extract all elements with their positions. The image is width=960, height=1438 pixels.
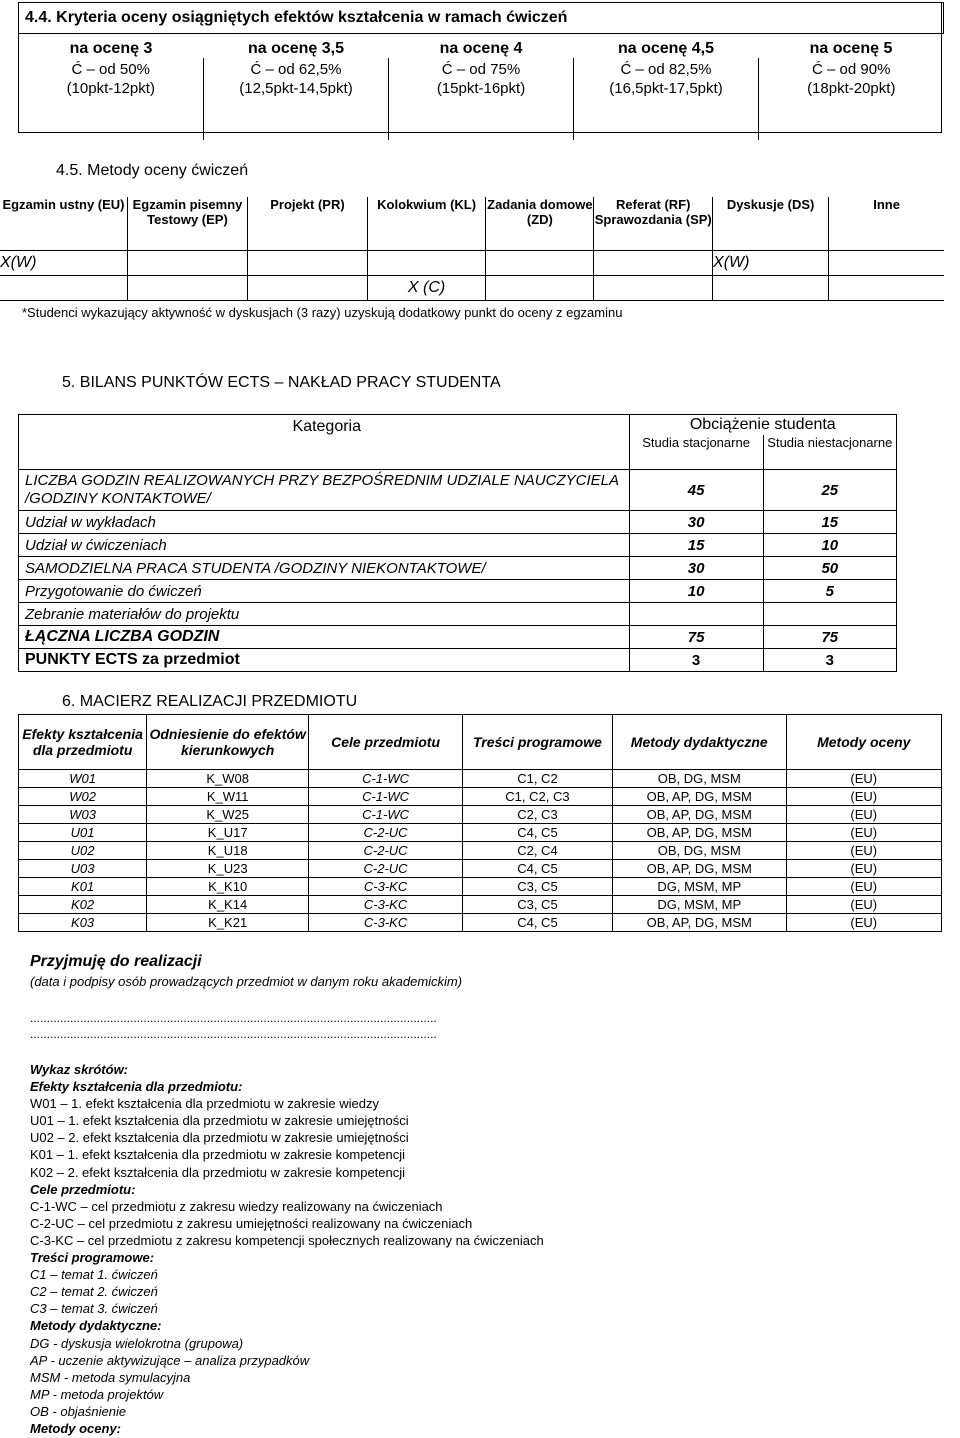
matrix-cell: K03 <box>19 914 147 932</box>
matrix-cell: C-2-UC <box>309 860 463 878</box>
method-header: Egzamin pisemny Testowy (EP) <box>127 197 247 251</box>
grade-threshold <box>19 58 204 140</box>
approval-title: Przyjmuję do realizacji <box>30 953 202 970</box>
ects-row-label: Przygotowanie do ćwiczeń <box>19 580 630 603</box>
ects-row-label: Udział w ćwiczeniach <box>19 534 630 557</box>
abbr-item: U01 – 1. efekt kształcenia dla przedmiotu w zakresie umiejętności <box>30 1113 409 1129</box>
matrix-cell: C2, C3 <box>462 806 612 824</box>
ects-row-label: Udział w wykładach <box>19 511 630 534</box>
matrix-cell: C4, C5 <box>462 824 612 842</box>
ects-parttime: 15 <box>763 511 896 534</box>
matrix-cell: C4, C5 <box>462 860 612 878</box>
matrix-cell: C-3-KC <box>309 896 463 914</box>
ects-fulltime: 10 <box>629 580 763 603</box>
matrix-header: Cele przedmiotu <box>309 715 463 770</box>
abbr-item: DG - dyskusja wielokrotna (grupowa) <box>30 1335 244 1351</box>
method-cell <box>594 276 713 301</box>
matrix-cell: OB, DG, MSM <box>612 842 786 860</box>
matrix-cell: K_U23 <box>147 860 309 878</box>
method-cell <box>248 251 368 276</box>
fulltime-header: Studia stacjonarne <box>629 435 763 470</box>
abbr-item: MSM - metoda symulacyjna <box>30 1369 191 1385</box>
grade-threshold <box>574 58 759 140</box>
criteria-title: 4.4. Kryteria oceny osiągniętych efektów kształcenia w ramach ćwiczeń <box>19 3 944 34</box>
ects-table <box>18 414 897 672</box>
abbr-heading: Cele przedmiotu: <box>30 1181 136 1197</box>
abbr-item: MP - metoda projektów <box>30 1386 164 1402</box>
matrix-header: Efekty kształcenia dla przedmiotu <box>19 715 147 770</box>
method-header: Inne <box>829 197 944 251</box>
signature-line: .......................................................................................................................... <box>30 1027 437 1041</box>
abbr-item: W01 – 1. efekt kształcenia dla przedmiotu w zakresie wiedzy <box>30 1096 379 1112</box>
matrix-row <box>19 878 942 896</box>
method-cell <box>248 276 368 301</box>
matrix-row <box>19 914 942 932</box>
grade-header: na ocenę 4,5 <box>617 40 715 57</box>
matrix-header: Treści programowe <box>462 715 612 770</box>
threshold-points: (18pkt-20pkt) <box>807 80 896 97</box>
threshold-points: (15pkt-16pkt) <box>436 80 526 97</box>
method-cell <box>127 276 247 301</box>
matrix-cell: (EU) <box>786 860 941 878</box>
grade-threshold <box>389 58 574 140</box>
matrix-row <box>19 896 942 914</box>
matrix-cell: U01 <box>19 824 147 842</box>
grade-header: na ocenę 5 <box>809 40 893 57</box>
threshold-percent: Ć – od 82,5% <box>620 61 712 78</box>
method-header: Projekt (PR) <box>248 197 368 251</box>
abbr-heading: Wykaz skrótów: <box>30 1062 129 1077</box>
assessment-methods-table <box>0 197 944 341</box>
threshold-points: (12,5pkt-14,5pkt) <box>239 80 353 97</box>
matrix-cell: OB, AP, DG, MSM <box>612 788 786 806</box>
method-cell <box>486 251 594 276</box>
workload-header: Obciążenie studenta <box>629 415 896 436</box>
criteria-table <box>18 2 944 140</box>
matrix-row <box>19 824 942 842</box>
ects-fulltime: 30 <box>629 557 763 580</box>
ects-fulltime <box>629 603 763 626</box>
matrix-cell: W02 <box>19 788 147 806</box>
matrix-cell: K_U17 <box>147 824 309 842</box>
threshold-percent: Ć – od 62,5% <box>250 61 342 78</box>
matrix-cell: C-3-KC <box>309 878 463 896</box>
matrix-title: 6. MACIERZ REALIZACJI PRZEDMIOTU <box>62 693 358 710</box>
ects-fulltime: 3 <box>629 649 763 672</box>
abbr-item: C-2-UC – cel przedmiotu z zakresu umiejętności realizowany na ćwiczeniach <box>30 1215 473 1231</box>
matrix-cell: (EU) <box>786 914 941 932</box>
matrix-cell: W03 <box>19 806 147 824</box>
ects-fulltime: 75 <box>629 626 763 649</box>
ects-row-label: Zebranie materiałów do projektu <box>19 603 630 626</box>
method-cell <box>594 251 713 276</box>
method-cell <box>0 276 127 301</box>
abbr-heading: Metody dydaktyczne: <box>30 1318 162 1334</box>
ects-fulltime: 45 <box>629 470 763 511</box>
matrix-cell: (EU) <box>786 896 941 914</box>
ects-parttime: 25 <box>763 470 896 511</box>
threshold-percent: Ć – od 90% <box>812 61 891 78</box>
matrix-cell: K_U18 <box>147 842 309 860</box>
abbr-item: U02 – 2. efekt kształcenia dla przedmiotu w zakresie umiejętności <box>30 1130 409 1146</box>
matrix-header: Odniesienie do efektów kierunkowych <box>147 715 309 770</box>
matrix-cell: C-2-UC <box>309 842 463 860</box>
matrix-cell: (EU) <box>786 842 941 860</box>
matrix-cell: OB, AP, DG, MSM <box>612 824 786 842</box>
matrix-row <box>19 788 942 806</box>
ects-parttime: 75 <box>763 626 896 649</box>
method-cell <box>713 276 829 301</box>
ects-fulltime: 15 <box>629 534 763 557</box>
method-cell <box>829 251 944 276</box>
method-cell: X(W) <box>0 251 127 276</box>
matrix-header: Metody oceny <box>786 715 941 770</box>
matrix-cell: U03 <box>19 860 147 878</box>
matrix-cell: W01 <box>19 770 147 788</box>
abbr-heading: Efekty kształcenia dla przedmiotu: <box>30 1079 243 1095</box>
method-header: Zadania domowe (ZD) <box>486 197 594 251</box>
matrix-row <box>19 770 942 788</box>
matrix-cell: DG, MSM, MP <box>612 878 786 896</box>
abbr-item: K01 – 1. efekt kształcenia dla przedmiotu w zakresie kompetencji <box>30 1147 406 1163</box>
method-cell <box>367 251 485 276</box>
threshold-percent: Ć – od 50% <box>71 61 150 78</box>
matrix-header: Metody dydaktyczne <box>612 715 786 770</box>
matrix-cell: K_K14 <box>147 896 309 914</box>
abbr-item: C-1-WC – cel przedmiotu z zakresu wiedzy realizowany na ćwiczeniach <box>30 1198 443 1214</box>
method-cell <box>486 276 594 301</box>
ects-parttime: 50 <box>763 557 896 580</box>
matrix-cell: OB, AP, DG, MSM <box>612 806 786 824</box>
ects-parttime: 3 <box>763 649 896 672</box>
matrix-cell: (EU) <box>786 788 941 806</box>
method-header: Referat (RF) Sprawozdania (SP) <box>594 197 713 251</box>
matrix-cell: OB, DG, MSM <box>612 770 786 788</box>
grade-header: na ocenę 3,5 <box>247 40 345 57</box>
matrix-cell: C3, C5 <box>462 896 612 914</box>
ects-total-label: ŁĄCZNA LICZBA GODZIN <box>19 626 630 649</box>
ects-parttime: 5 <box>763 580 896 603</box>
grade-header: na ocenę 3 <box>69 40 153 57</box>
method-cell: X(W) <box>713 251 829 276</box>
matrix-cell: C-2-UC <box>309 824 463 842</box>
threshold-points: (16,5pkt-17,5pkt) <box>609 80 723 97</box>
ects-parttime: 10 <box>763 534 896 557</box>
matrix-cell: OB, AP, DG, MSM <box>612 860 786 878</box>
approval-subtitle: (data i podpisy osób prowadzących przedmiot w danym roku akademickim) <box>30 974 463 989</box>
abbr-heading: Treści programowe: <box>30 1250 155 1266</box>
abbr-item: K02 – 2. efekt kształcenia dla przedmiotu w zakresie kompetencji <box>30 1164 406 1180</box>
matrix-row <box>19 860 942 878</box>
threshold-points: (10pkt-12pkt) <box>66 80 155 97</box>
signature-line: .......................................................................................................................... <box>30 1011 437 1025</box>
abbr-item: OB - objaśnienie <box>30 1403 127 1419</box>
abbr-item: C2 – temat 2. ćwiczeń <box>30 1284 158 1300</box>
category-header: Kategoria <box>19 415 630 470</box>
grade-threshold <box>759 58 944 140</box>
ects-parttime <box>763 603 896 626</box>
matrix-cell: K01 <box>19 878 147 896</box>
matrix-row <box>19 806 942 824</box>
matrix-cell: DG, MSM, MP <box>612 896 786 914</box>
method-cell <box>829 276 944 301</box>
matrix-cell: U02 <box>19 842 147 860</box>
matrix-cell: C1, C2 <box>462 770 612 788</box>
matrix-cell: C1, C2, C3 <box>462 788 612 806</box>
matrix-cell: K_W11 <box>147 788 309 806</box>
matrix-cell: C4, C5 <box>462 914 612 932</box>
matrix-cell: C-1-WC <box>309 770 463 788</box>
method-header: Kolokwium (KL) <box>367 197 485 251</box>
matrix-cell: (EU) <box>786 806 941 824</box>
matrix-cell: K_K10 <box>147 878 309 896</box>
matrix-cell: C3, C5 <box>462 878 612 896</box>
matrix-cell: K_W25 <box>147 806 309 824</box>
grade-threshold <box>204 58 389 140</box>
abbr-item: AP - uczenie aktywizujące – analiza przypadków <box>30 1352 310 1368</box>
matrix-cell: C-1-WC <box>309 788 463 806</box>
matrix-row <box>19 842 942 860</box>
matrix-cell: K_K21 <box>147 914 309 932</box>
abbr-heading: Metody oceny: <box>30 1420 122 1436</box>
matrix-cell: K_W08 <box>147 770 309 788</box>
method-cell <box>127 251 247 276</box>
abbr-item: C1 – temat 1. ćwiczeń <box>30 1267 158 1283</box>
ects-title: 5. BILANS PUNKTÓW ECTS – NAKŁAD PRACY STUDENTA <box>62 374 501 391</box>
ects-row-label: SAMODZIELNA PRACA STUDENTA /GODZINY NIEKONTAKTOWE/ <box>19 557 630 580</box>
ects-row-label: LICZBA GODZIN REALIZOWANYCH PRZY BEZPOŚREDNIM UDZIALE NAUCZYCIELA /GODZINY KONTAKTOWE/ <box>19 470 630 511</box>
abbreviations-list <box>30 1061 544 1437</box>
ects-points-label: PUNKTY ECTS za przedmiot <box>19 649 630 672</box>
matrix-cell: C-1-WC <box>309 806 463 824</box>
abbr-item: C-3-KC – cel przedmiotu z zakresu kompetencji społecznych realizowany na ćwiczeniach <box>30 1232 544 1248</box>
matrix-cell: K02 <box>19 896 147 914</box>
ects-fulltime: 30 <box>629 511 763 534</box>
matrix-cell: (EU) <box>786 770 941 788</box>
method-cell: X (C) <box>367 276 485 301</box>
matrix-table <box>18 714 942 932</box>
matrix-cell: C2, C4 <box>462 842 612 860</box>
abbr-item: C3 – temat 3. ćwiczeń <box>30 1301 158 1317</box>
matrix-cell: C-3-KC <box>309 914 463 932</box>
methods-title: 4.5. Metody oceny ćwiczeń <box>56 162 249 179</box>
methods-note: *Studenci wykazujący aktywność w dyskusjach (3 razy) uzyskują dodatkowy punkt do oceny z egzaminu <box>22 305 623 320</box>
parttime-header: Studia niestacjonarne <box>763 435 896 470</box>
method-header: Egzamin ustny (EU) <box>0 197 127 251</box>
grade-header: na ocenę 4 <box>439 40 523 57</box>
matrix-cell: OB, AP, DG, MSM <box>612 914 786 932</box>
matrix-cell: (EU) <box>786 824 941 842</box>
threshold-percent: Ć – od 75% <box>441 61 521 78</box>
matrix-cell: (EU) <box>786 878 941 896</box>
method-header: Dyskusje (DS) <box>713 197 829 251</box>
